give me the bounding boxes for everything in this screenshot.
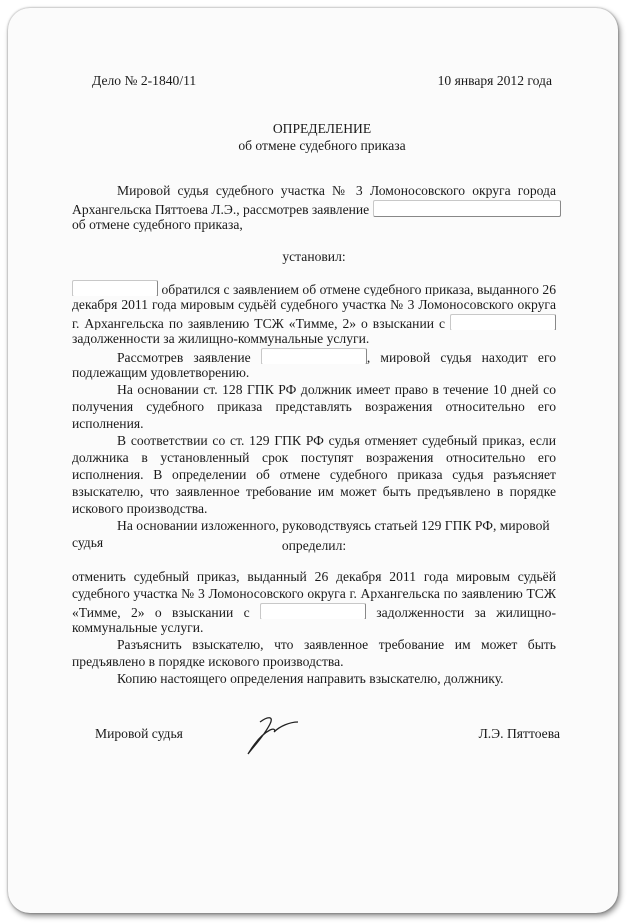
text-line bbox=[72, 450, 556, 466]
text-line bbox=[72, 416, 556, 432]
redacted-field bbox=[260, 603, 366, 619]
redacted-field bbox=[261, 348, 367, 364]
text-segment: г. Архангельска по заявлению ТСЖ «Тимме, 2» о взыскании с bbox=[72, 316, 450, 330]
text-line bbox=[72, 314, 556, 330]
text-line bbox=[117, 671, 556, 687]
text-line bbox=[72, 501, 556, 517]
text-segment: Рассмотрев заявление bbox=[117, 350, 261, 364]
text-segment: искового производства. bbox=[72, 501, 208, 516]
text-segment: «Тимме, 2» о взыскании с bbox=[72, 605, 260, 619]
text-line bbox=[72, 297, 556, 313]
text-segment: предъявлено в порядке искового производства. bbox=[72, 654, 344, 669]
text-segment: подлежащим удовлетворению. bbox=[72, 365, 250, 380]
text-segment: судебного участка № 3 Ломоносовского округа г. Архангельска по заявлению ТСЖ bbox=[72, 586, 556, 601]
text-segment: получения судебного приказа представлять возражения относительно его bbox=[72, 399, 556, 414]
text-line bbox=[72, 280, 556, 296]
text-segment: исполнения. В определении об отмене судебного приказа судья разъясняет bbox=[72, 467, 556, 482]
document-subtitle: об отмене судебного приказа bbox=[238, 138, 406, 153]
text-line bbox=[117, 183, 556, 199]
text-line bbox=[117, 637, 556, 653]
text-segment: обратился с заявлением об отмене судебного приказа, выданного 26 bbox=[158, 282, 556, 296]
text-segment: задолженности за жилищно-коммунальные услуги. bbox=[72, 331, 370, 346]
text-line bbox=[72, 620, 556, 636]
text-line bbox=[117, 382, 556, 398]
judge-position: Мировой судья bbox=[95, 726, 183, 741]
text-line bbox=[72, 365, 556, 381]
text-segment: отменить судебный приказ, выданный 26 декабря 2011 года мировым судьёй bbox=[72, 569, 556, 584]
text-segment: взыскателю, что заявленное требование им может быть предъявлено в порядке bbox=[72, 484, 556, 499]
text-line bbox=[117, 518, 556, 534]
text-segment: На основании изложенного, руководствуясь статьей 129 ГПК РФ, мировой bbox=[117, 518, 550, 533]
text-segment: судья bbox=[72, 535, 104, 550]
text-line bbox=[72, 331, 556, 347]
text-segment: коммунальные услуги. bbox=[72, 620, 204, 635]
text-segment: должника в установленный срок поступят возражения относительно его bbox=[72, 450, 556, 465]
case-number: Дело № 2-1840/11 bbox=[92, 73, 197, 88]
text-segment: Копию настоящего определения направить взыскателю, должнику. bbox=[117, 671, 504, 686]
text-segment: задолженности за жилищно- bbox=[365, 605, 556, 619]
document-date: 10 января 2012 года bbox=[437, 73, 552, 88]
text-line bbox=[72, 569, 556, 585]
text-line bbox=[117, 433, 556, 449]
text-segment: В соответствии со ст. 129 ГПК РФ судья отменяет судебный приказ, если bbox=[117, 433, 556, 448]
text-line bbox=[72, 200, 556, 218]
text-segment: декабря 2011 года мировым судьёй судебного участка № 3 Ломоносовского округа bbox=[72, 297, 556, 312]
text-line bbox=[72, 603, 556, 619]
text-segment: Разъяснить взыскателю, что заявленное требование им может быть bbox=[117, 637, 556, 652]
redacted-field bbox=[450, 314, 556, 330]
text-segment: определил: bbox=[281, 538, 347, 553]
redacted-field bbox=[373, 200, 561, 217]
text-segment: установил: bbox=[282, 249, 346, 264]
text-segment: Архангельска Пяттоева Л.Э., рассмотрев заявление bbox=[72, 202, 373, 217]
text-line bbox=[117, 348, 556, 364]
text-line bbox=[72, 538, 556, 554]
redacted-field bbox=[72, 280, 158, 296]
text-line bbox=[72, 467, 556, 483]
text-segment: исполнения. bbox=[72, 416, 144, 431]
text-line bbox=[72, 399, 556, 415]
document-title: ОПРЕДЕЛЕНИЕ bbox=[272, 121, 372, 136]
text-line bbox=[72, 586, 556, 602]
text-segment: об отмене судебного приказа, bbox=[72, 217, 243, 232]
text-segment: Мировой судья судебного участка № 3 Ломоносовского округа города bbox=[117, 183, 556, 198]
signature bbox=[240, 712, 304, 758]
text-line bbox=[72, 249, 556, 265]
judge-name: Л.Э. Пяттоева bbox=[478, 726, 560, 741]
text-line bbox=[72, 484, 556, 500]
text-line bbox=[72, 654, 556, 670]
text-segment: На основании ст. 128 ГПК РФ должник имеет право в течение 10 дней со bbox=[117, 382, 556, 397]
text-line bbox=[72, 217, 556, 233]
text-segment: , мировой судья находит его bbox=[366, 350, 556, 364]
